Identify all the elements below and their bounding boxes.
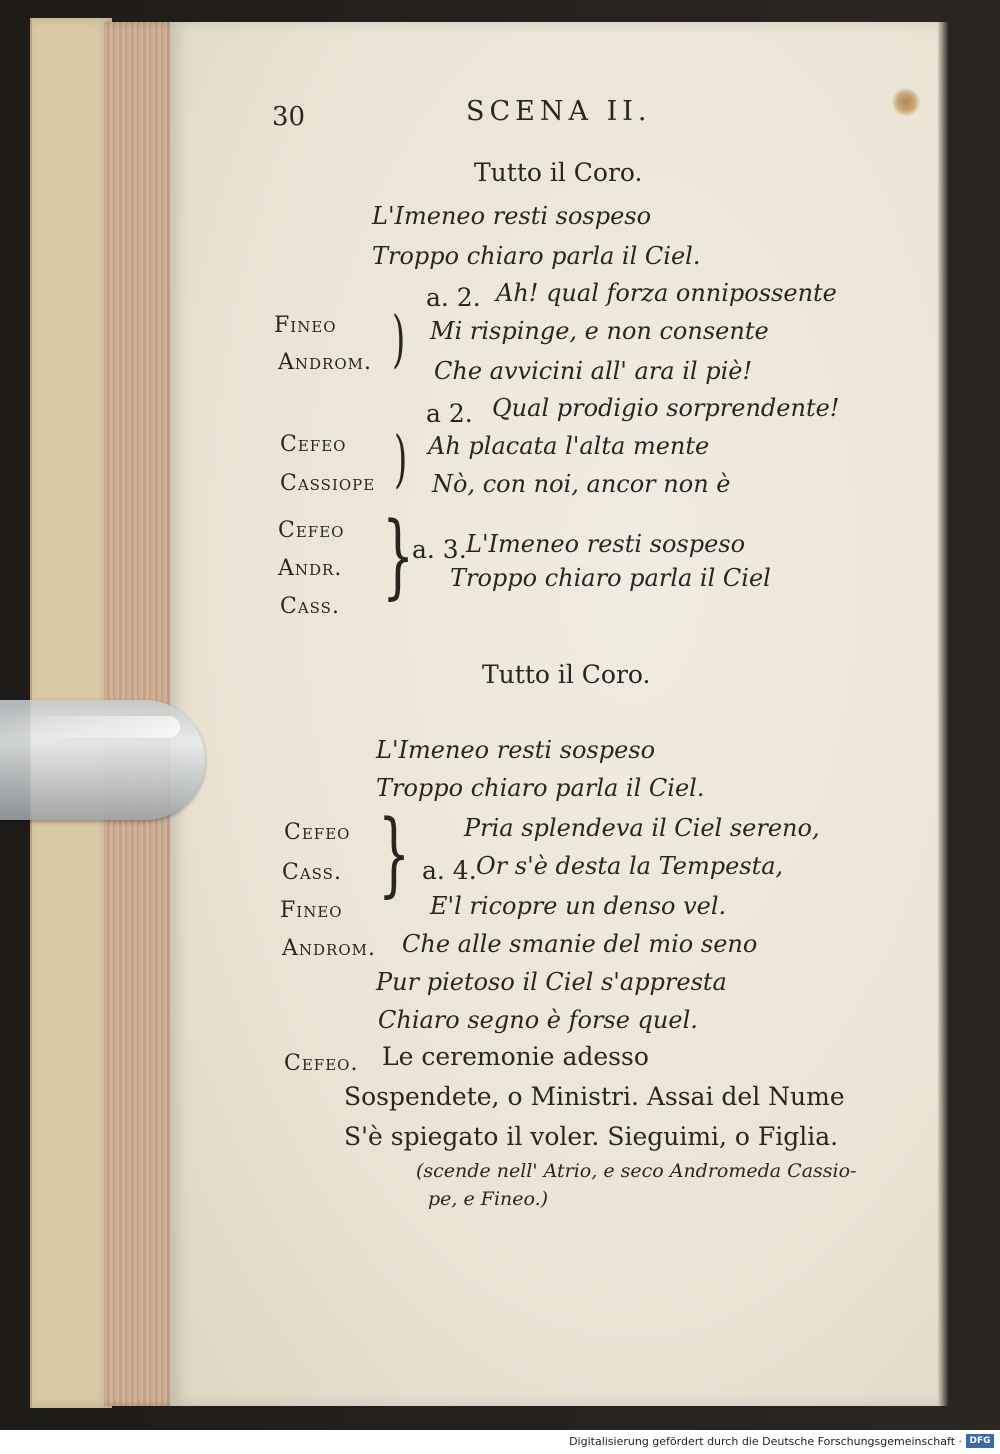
speaker-name: Cefeo — [278, 518, 345, 543]
verse-line: Pria splendeva il Ciel sereno, — [464, 814, 820, 842]
bracket: } — [382, 502, 415, 609]
ensemble-marker: a 2. — [426, 399, 473, 428]
verse-line: Le ceremonie adesso — [382, 1042, 649, 1071]
chorus-heading: Tutto il Coro. — [474, 158, 643, 187]
verse-line: Che alle smanie del mio seno — [402, 930, 758, 958]
chorus-line: Troppo chiaro parla il Ciel. — [376, 774, 705, 802]
speaker-name: Androm. — [278, 350, 372, 375]
speaker-name: Cefeo — [280, 432, 347, 457]
speaker-name: Cefeo — [284, 820, 351, 845]
verse-line: Ah placata l'alta mente — [428, 432, 710, 460]
speaker-name: Cassiope — [280, 471, 376, 496]
chorus-line: L'Imeneo resti sospeso — [372, 202, 652, 230]
verse-line: Chiaro segno è forse quel. — [378, 1006, 698, 1034]
ensemble-marker: a. 3. — [412, 535, 467, 564]
footer-credit: Digitalisierung gefördert durch die Deutsche Forschungsgemeinschaft · — [569, 1435, 962, 1448]
verse-line: E'l ricopre un denso vel. — [430, 892, 727, 920]
speaker-name: Cass. — [282, 860, 342, 885]
verse-line: Ah! qual forza onnipossente — [496, 279, 837, 307]
chorus-heading: Tutto il Coro. — [482, 660, 651, 689]
speaker-name: Fineo — [280, 898, 343, 923]
stage-direction: pe, e Fineo.) — [428, 1188, 549, 1210]
verse-line: L'Imeneo resti sospeso — [466, 530, 746, 558]
verse-line: Sospendete, o Ministri. Assai del Nume — [344, 1082, 845, 1111]
verse-line: Troppo chiaro parla il Ciel — [450, 564, 771, 592]
page-clip-highlight — [0, 716, 180, 738]
speaker-name: Fineo — [274, 313, 337, 338]
verse-line: Pur pietoso il Ciel s'appresta — [376, 968, 727, 996]
stage-direction: (scende nell' Atrio, e seco Andromeda Cassio- — [416, 1160, 857, 1182]
foxing-stain — [892, 88, 920, 116]
bracket: ) — [392, 302, 406, 375]
verse-line: Mi rispinge, e non consente — [430, 317, 769, 345]
ensemble-marker: a. 2. — [426, 283, 481, 312]
bracket: ) — [394, 422, 408, 495]
verse-line: Qual prodigio sorprendente! — [492, 394, 840, 422]
speaker-name: Andr. — [278, 556, 343, 581]
dfg-logo: DFG — [966, 1434, 994, 1448]
running-head: SCENA II. — [466, 96, 652, 127]
page-number: 30 — [272, 102, 306, 132]
page-right-edge — [938, 22, 948, 1406]
verse-line: Nò, con noi, ancor non è — [432, 470, 731, 498]
verse-line: Che avvicini all' ara il piè! — [434, 357, 753, 385]
ensemble-marker: a. 4. — [422, 856, 477, 885]
speaker-name: Androm. — [282, 936, 376, 961]
verse-line: S'è spiegato il voler. Sieguimi, o Figlia. — [344, 1122, 839, 1151]
speaker-name: Cefeo. — [284, 1051, 359, 1076]
speaker-name: Cass. — [280, 594, 340, 619]
verse-line: Or s'è desta la Tempesta, — [476, 852, 784, 880]
bracket: } — [378, 800, 411, 907]
chorus-line: Troppo chiaro parla il Ciel. — [372, 242, 701, 270]
chorus-line: L'Imeneo resti sospeso — [376, 736, 656, 764]
